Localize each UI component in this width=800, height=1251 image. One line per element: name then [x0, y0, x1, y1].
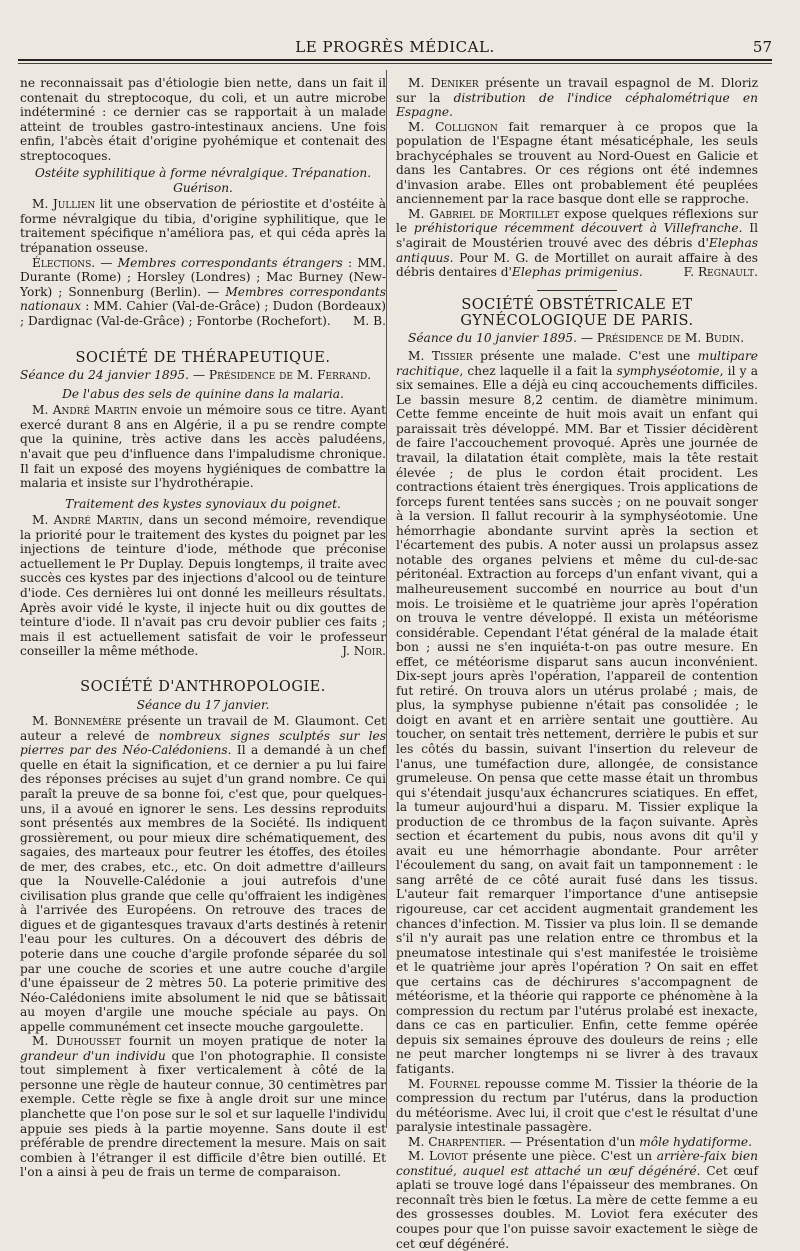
- text: : MM. Cahier (Val-de-Grâce) ; Dudon (Bordeaux) ; Dardignac (Val-de-Grâce) ; Fontorbe (Rochefort).: [20, 299, 386, 328]
- text: Cet œuf aplati se trouve logé dans l'épaisseur des membranes. On reconnaît très bien le fœtus. La mère de cette femme a eu des grossesses doubles. M. Loviot fera exécuter des coupes pour que l'on puisse savoir exactement le siège de cet œuf dégénéré.: [396, 1163, 758, 1251]
- session-line: [396, 331, 758, 346]
- author-name: M. Collignon: [408, 119, 498, 134]
- text: présente un travail de M. Glaumont. Cet auteur a relevé de: [20, 714, 386, 743]
- section-title: SOCIÉTÉ D'ANTHROPOLOGIE.: [80, 678, 326, 695]
- right-column: [396, 76, 758, 1251]
- paragraph: ne reconnaissait pas d'étiologie bien nette, dans un fait il contenait du streptocoque, du coli, et un autre microbe indéterminé : ce dernier cas se rapportait à un malade atteint de troubles gastro-intestinaux anciens. Une fois enfin, l'abcès était d'origine pyohémique et contenait des streptocoques.: [20, 76, 386, 163]
- paragraph: [396, 120, 758, 207]
- text: môle hydatiforme.: [639, 1134, 753, 1149]
- left-column: [20, 76, 386, 1180]
- text: lit une observation de périostite et d'ostéite à forme névralgique du tibia, d'origine syphilitique, que le traitement spécifique n'améliora pas, et qui céda après la trépanation osseuse.: [20, 197, 387, 256]
- author-name: M. Charpentier.: [408, 1134, 506, 1149]
- text: présente un travail espagnol de M. Dloriz sur la: [396, 76, 758, 105]
- signature: M. B.: [352, 313, 386, 328]
- paragraph: [20, 403, 386, 490]
- elections-paragraph: [20, 256, 386, 329]
- subheading: Traitement des kystes synoviaux du poignet.: [65, 496, 341, 511]
- text: —: [95, 255, 118, 270]
- author-name: M. Loviot: [408, 1149, 468, 1164]
- author-name: M. Deniker: [408, 76, 479, 90]
- paragraph: [396, 1077, 758, 1135]
- text: envoie un mémoire sous ce titre. Ayant exercé durant 8 ans en Algérie, il a pu se rendre compte que la quinine, très active dans les accès paludéens, n'avait que peu d'influence dans l'impaludisme chronique. Il fait un exposé des moyens hygiéniques de combattre la malaria et insiste sur l'hydrothérapie.: [20, 403, 387, 491]
- paragraph: [20, 714, 386, 1034]
- paragraph: [396, 1149, 758, 1251]
- paragraph: [20, 1034, 386, 1179]
- paragraph: [20, 513, 386, 658]
- header-rule-thin: [18, 63, 772, 64]
- label: Élections.: [32, 255, 96, 270]
- author-name: M. Fournel: [408, 1076, 480, 1091]
- paragraph: [396, 349, 758, 1076]
- author-name: M. André Martin: [32, 513, 140, 528]
- text: Pour M. G. de Mortillet on aurait affaire à des débris dentaires d': [396, 250, 758, 280]
- signature: J. Noir.: [342, 644, 386, 659]
- text: Elephas antiquus.: [396, 236, 758, 265]
- session-date: Séance du 17 janvier.: [136, 697, 270, 712]
- text: arrière-faix bien constitué, auquel est attaché un œuf dégénéré.: [396, 1149, 758, 1178]
- text: distribution de l'indice céphalométrique en Espagne.: [396, 90, 758, 120]
- text: Membres correspondants nationaux: [20, 284, 387, 314]
- author-name: M. Bonnemère: [32, 714, 122, 729]
- text: Il a demandé à un chef quelle en était la signification, et ce dernier a pu lui faire des réponses précises au sujet d'un grand nombre. Ce qui paraît la preuve de sa bonne foi, c'est que, pour quelques-uns, il a avoué en ignorer le sens. Les dessins reproduits sont présentés aux membres de la Société. Ils indiquent grossièrement, ou pour mieux dire schématiquement, des sagaies, des marteaux pour feutrer les étoffes, des étoiles de mer, des crabes, etc., etc. On doit admettre d'ailleurs que la Nouvelle-Calédonie a joui autrefois d'une civilisation plus grande que celle qu'offraient les indigènes à l'arrivée des Européens. On retrouve des traces de digues et de gigantesques travaux d'arts destinés à retenir l'eau pour les cultures. On a découvert des débris de poterie dans une couche d'argile profonde séparée du sol par une couche de scories et une autre couche d'argile d'une épaisseur de 2 mètres 50. La poterie primitive des Néo-Calédoniens imite absolument le nid que se bâtissait au moyen d'argile une mouche spéciale au pays. On appelle communément cet insecte mouche gargoulette.: [20, 743, 386, 1034]
- text: nombreux signes sculptés sur les pierres par des Néo-Calédoniens.: [20, 728, 386, 758]
- author-name: M. Duhousset: [32, 1034, 122, 1049]
- presidency: — Présidence de M. Budin.: [576, 330, 745, 345]
- presidency: — Présidence de M. Ferrand.: [188, 368, 372, 383]
- text: que l'on photographie. Il consiste tout simplement à fixer verticalement à côté de la personne une règle de hauteur connue, 30 centimètres par exemple. Cette règle se fixe à angle droit sur une mince planchette que l'on pose sur le sol et sur laquelle l'individu appuie ses pieds à la partie moyenne. Sans doute il est préférable de prendre directement la mesure. Mais on sait combien à l'étranger il est difficile d'être bien outillé. Et l'on a ainsi à peu de frais un terme de comparaison.: [20, 1048, 386, 1180]
- text: fournit un moyen pratique de noter la: [121, 1034, 386, 1049]
- text: grandeur d'un individu: [20, 1048, 166, 1063]
- text: présente une malade. C'est une: [472, 349, 698, 364]
- paragraph: [396, 207, 758, 280]
- session-line: [20, 368, 386, 383]
- text: présente une pièce. C'est un: [467, 1149, 657, 1164]
- section-title: SOCIÉTÉ DE THÉRAPEUTIQUE.: [75, 350, 331, 367]
- session-date: Séance du 24 janvier 1895.: [20, 368, 189, 383]
- text: expose quelques réflexions sur le: [396, 206, 758, 236]
- header-rule: [18, 59, 772, 61]
- session-date: Séance du 10 janvier 1895.: [408, 330, 577, 345]
- text: fait remarquer à ce propos que la population de l'Espagne étant mésaticéphale, les seuls brachycéphales se trouvent au Nord-Ouest en Galicie et dans les Cantabres. Or ces régions ont été indemnes d'invasion arabe. Elles ont probablement été peuplées anciennement par la race basque dont elle se rapproche.: [396, 119, 758, 207]
- paragraph: [396, 76, 758, 120]
- author-name: M. Tissier: [408, 349, 473, 364]
- subheading: De l'abus des sels de quinine dans la malaria.: [62, 386, 344, 401]
- journal-title: LE PROGRÈS MÉDICAL.: [295, 38, 495, 56]
- text: Membres correspondants étrangers: [117, 255, 343, 270]
- text: , chez laquelle il a fait la: [459, 363, 617, 378]
- running-header: [18, 38, 772, 60]
- text: Elephas primigenius.: [511, 265, 643, 280]
- page-number: 57: [752, 38, 772, 56]
- signature: F. Regnault.: [683, 265, 758, 280]
- section-title: SOCIÉTÉ OBSTÉTRICALE ET GYNÉCOLOGIQUE DE PARIS.: [460, 296, 694, 329]
- subheading: Ostéite syphilitique à forme névralgique. Trépanation. Guérison.: [34, 166, 372, 195]
- text: , dans un second mémoire, revendique la priorité pour le traitement des kystes du poignet par les injections de teinture d'iode, méthode que préconise actuellement le Pr Duplay. Depuis longtemps, il traite avec succès ces kystes par des injections d'alcool ou de teinture d'iode. Ces dernières lui ont donné les meilleurs résultats. Après avoir vidé le kyste, il injecte huit ou dix gouttes de teinture d'iode. Il n'avait pas cru devoir publier ces faits ; mais il est actuellement satisfait de voir le professeur conseiller la même méthode.: [20, 513, 387, 659]
- text: repousse comme M. Tissier la théorie de la compression du rectum par l'utérus, dans la production du météorisme. Avec lui, il croit que c'est le résultat d'une paralysie intestinale passagère.: [396, 1076, 758, 1135]
- author-name: M. Jullien: [32, 197, 96, 212]
- author-name: M. Gabriel de Mortillet: [408, 206, 560, 221]
- paragraph: [20, 197, 386, 255]
- author-name: M. André Martin: [32, 403, 138, 418]
- text: , il y a six semaines. Elle a déjà eu cinq accouchements difficiles. Le bassin mesure 8,2 centim. de diamètre minimum. Cette femme enceinte de huit mois avait un enfant qui paraissait très développé. MM. Bar et Tissier décidèrent de faire l'accouchement provoqué. Après une journée de travail, la dilatation était complète, mais la tête restait élevée ; de plus le cordon était procident. Les contractions étaient très énergiques. Trois applications de forceps furent tentées sans succès ; on ne pouvait songer à la version. Il fallut recourir à la symphyséotomie. Une hémorrhagie abondante survint après la section et l'écartement des pubis. A noter aussi un prolapsus assez notable des organes pelviens et même du cul-de-sac péritonéal. Extraction au forceps d'un enfant vivant, qui a malheureusement succombé en nourrice au bout d'un mois. Le troisième et le quatrième jour après l'opération on trouva le ventre développé. Il exista un météorisme considérable. Cependant l'état général de la malade était bon ; aussi ne s'en inquiéta-t-on pas outre mesure. En effet, ce météorisme disparut sans aucun inconvénient. Dix-sept jours après l'opération, l'appareil de contention fut retiré. On trouva alors un utérus prolabé ; mais, de plus, la symphyse pubienne n'était pas consolidée ; le doigt en avant et en arrière sentait une gouttière. Au toucher, on sentait très nettement, derrière le pubis et sur les côtés du bassin, suivant l'insertion du releveur de l'anus, une tuméfaction dure, allongée, de consistance grumeleuse. On pensa que cette masse était un thrombus qui s'étendait jusqu'aux échancrures sciatiques. En effet, la tumeur aujourd'hui a disparu. M. Tissier explique la production de ce thrombus de la façon suivante. Après section et écartement du pubis, nous avons dit qu'il y avait eu une hémorrhagie abondante. Pour arrêter l'écoulement du sang, on avait fait un tamponnement : le sang arrêté de ce côté aurait fusé dans les tissus. L'auteur fait remarquer l'importance d'une antisepsie rigoureuse, car cet accident augmentait grandement les chances d'infection. M. Tissier va plus loin. Il se demande s'il n'y aurait pas une relation entre ce thrombus et la pneumatose intestinale qui s'est manifestée le troisième et le quatrième jour après l'opération ? On sait en effet que certains cas de déchirures s'accompagnent de météorisme, et la théorie qui rapporte ce phénomène à la compression du rectum par l'utérus prolabé est inexacte, dans ce cas en particulier. Enfin, cette femme opérée depuis six semaines éprouve des douleurs de reins ; elle ne peut marcher longtemps ni se livrer à des travaux fatigants.: [396, 363, 758, 1076]
- text: — Présentation d'un: [505, 1134, 640, 1149]
- text: multipare rachitique: [396, 349, 758, 378]
- text: symphyséotomie: [616, 363, 720, 378]
- section-rule: [537, 290, 617, 291]
- text: préhistorique récemment découvert à Villefranche.: [413, 221, 743, 236]
- text: Il s'agirait de Moustérien trouvé avec des débris d': [396, 221, 758, 251]
- text: : MM. Durante (Rome) ; Horsley (Londres) ; Mac Burney (New-York) ; Sonnenburg (Berlin). —: [20, 255, 387, 299]
- column-divider: [386, 70, 387, 1128]
